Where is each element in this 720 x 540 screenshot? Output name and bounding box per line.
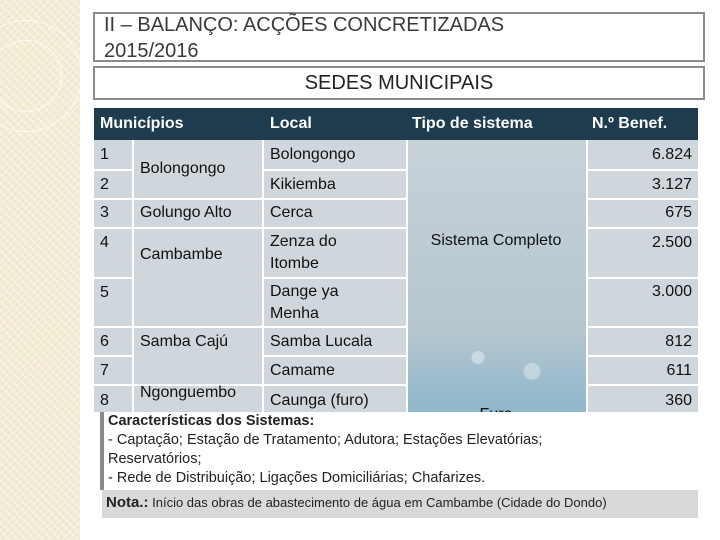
row-divider <box>262 355 406 357</box>
local-cell: Samba Lucala <box>270 333 373 350</box>
row-divider <box>586 355 698 357</box>
local-cell: Camame <box>270 362 335 379</box>
title-line-2: 2015/2016 <box>104 40 199 62</box>
tipo-sistema-cell <box>406 140 586 412</box>
row-divider <box>94 355 132 357</box>
tipo-sistema-label: Sistema Completo <box>430 232 562 249</box>
slide-subtitle: SEDES MUNICIPAIS <box>304 72 494 94</box>
beneficiaries-table <box>94 108 698 412</box>
municipio-cell: Golungo Alto <box>140 204 232 221</box>
local-cell: Zenza do Itombe <box>270 233 337 272</box>
municipio-cell: Cambambe <box>140 246 223 263</box>
row-divider <box>94 277 132 279</box>
row-number: 1 <box>100 146 109 163</box>
row-divider <box>586 326 698 328</box>
row-divider <box>94 326 406 328</box>
decorative-side-band <box>0 0 80 540</box>
beneficiarios-cell: 812 <box>665 333 692 350</box>
slide-title <box>104 12 624 64</box>
note-box <box>102 490 698 518</box>
row-divider <box>586 277 698 279</box>
row-number: 8 <box>100 392 109 409</box>
local-cell: Cerca <box>270 204 313 221</box>
beneficiarios-cell: 2.500 <box>651 234 692 251</box>
header-municipios: Municípios <box>100 115 184 132</box>
row-divider <box>586 198 698 200</box>
title-line-1: II – BALANÇO: ACÇÕES CONCRETIZADAS <box>104 14 505 36</box>
municipio-cell: Samba Cajú <box>140 333 229 350</box>
row-divider <box>586 384 698 386</box>
column-divider <box>586 140 588 412</box>
features-line: - Captação; Estação de Tratamento; Adutora; Estações Elevatórias; <box>108 432 543 448</box>
local-cell: Bolongongo <box>270 146 356 163</box>
header-beneficiarios: N.º Benef. <box>592 115 668 132</box>
beneficiarios-cell: 675 <box>665 204 692 221</box>
features-title: Características dos Sistemas: <box>108 413 315 429</box>
row-divider <box>94 198 406 200</box>
features-line: Reservatórios; <box>108 451 202 467</box>
row-divider <box>586 227 698 229</box>
row-number: 2 <box>100 176 109 193</box>
row-number: 4 <box>100 234 109 251</box>
features-line: - Rede de Distribuição; Ligações Domiciliárias; Chafarizes. <box>108 470 486 486</box>
row-number: 5 <box>100 284 109 301</box>
row-divider <box>262 277 406 279</box>
row-number: 7 <box>100 362 109 379</box>
beneficiarios-cell: 3.000 <box>651 283 692 300</box>
row-divider <box>586 169 698 171</box>
header-local: Local <box>270 115 312 132</box>
system-features <box>100 412 700 490</box>
row-number: 3 <box>100 204 109 221</box>
column-divider <box>132 140 134 412</box>
row-divider <box>262 169 406 171</box>
note-text: Início das obras de abastecimento de água em Cambambe (Cidade do Dondo) <box>148 495 607 510</box>
column-divider <box>406 140 408 412</box>
local-cell: Kikiemba <box>270 176 336 193</box>
municipio-cell: Bolongongo <box>140 160 226 177</box>
header-tipo-sistema: Tipo de sistema <box>412 115 533 132</box>
beneficiarios-cell: 6.824 <box>651 146 692 163</box>
local-cell: Caunga (furo) <box>270 392 369 409</box>
column-divider <box>262 140 264 412</box>
table-header <box>94 108 698 140</box>
note-label: Nota.: <box>106 494 149 511</box>
row-number: 6 <box>100 333 109 350</box>
local-cell: Dange ya Menha <box>270 283 339 322</box>
beneficiarios-cell: 611 <box>666 362 692 379</box>
row-divider <box>94 227 406 229</box>
beneficiarios-cell: 360 <box>665 392 692 409</box>
row-divider <box>94 169 132 171</box>
beneficiarios-cell: 3.127 <box>651 176 692 193</box>
municipio-cell: Ngonguembo <box>140 384 237 401</box>
